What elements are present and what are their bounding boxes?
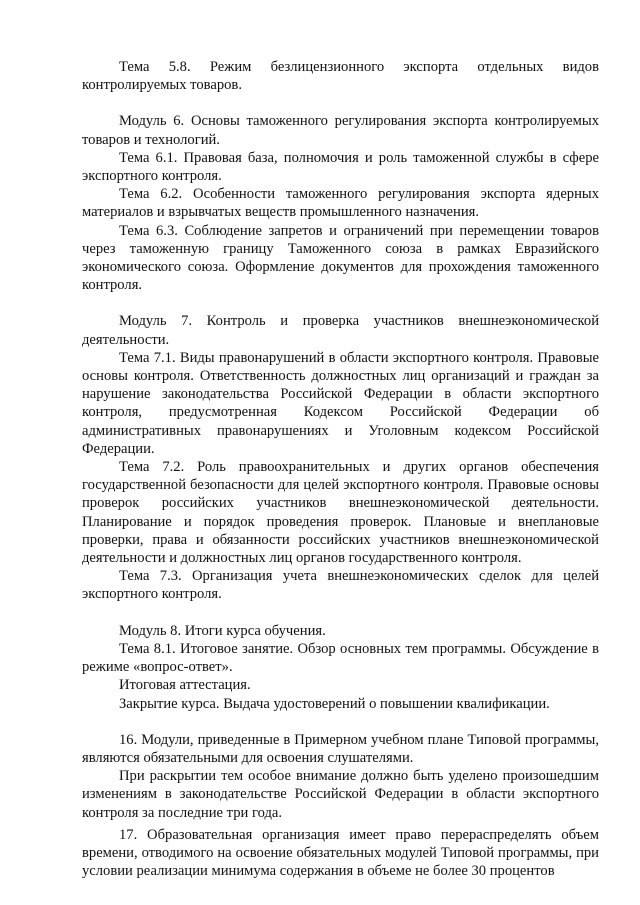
paragraph-item-17: 17. Образовательная организация имеет право перераспределять объем времени, отводимого на освоение обязательных модулей Типовой программы, при условии реализации минимума содержания в объеме не более 30 процентов <box>82 826 599 880</box>
paragraph-topic-6-1: Тема 6.1. Правовая база, полномочия и роль таможенной службы в сфере экспортного контроля. <box>82 149 599 185</box>
spacer <box>82 713 599 731</box>
paragraph-topic-6-3: Тема 6.3. Соблюдение запретов и ограничений при перемещении товаров через таможенную границу Таможенного союза в рамках Евразийского экономического союза. Оформление документов для прохождения таможенного контроля. <box>82 222 599 294</box>
paragraph-topic-6-2: Тема 6.2. Особенности таможенного регулирования экспорта ядерных материалов и взрывчатых веществ промышленного назначения. <box>82 186 599 221</box>
spacer <box>82 94 599 112</box>
spacer <box>82 294 599 312</box>
paragraph-module-7: Модуль 7. Контроль и проверка участников внешнеэкономической деятельности. <box>82 313 599 348</box>
paragraph-item-16: 16. Модули, приведенные в Примерном учебном плане Типовой программы, являются обязательными для освоения слушателями. <box>82 731 599 766</box>
document-page <box>82 58 599 880</box>
paragraph-topic-7-3: Тема 7.3. Организация учета внешнеэкономических сделок для целей экспортного контроля. <box>82 568 599 603</box>
paragraph-final-attestation: Итоговая аттестация. <box>119 677 251 694</box>
paragraph-topic-7-2: Тема 7.2. Роль правоохранительных и других органов обеспечения государственной безопасности для целей экспортного контроля. Правовые основы проверок российских участников внешнеэкономической деятельности. Планирование и порядок проведения проверок. Плановые и внеплановые проверки, права и обязанности российских участников внешнеэкономической деятельности и должностных лиц органов государственного контроля. <box>82 459 599 567</box>
paragraph-module-6: Модуль 6. Основы таможенного регулирования экспорта контролируемых товаров и технологий. <box>82 113 599 148</box>
paragraph-topic-8-1: Тема 8.1. Итоговое занятие. Обзор основных тем программы. Обсуждение в режиме «вопрос-ответ». <box>82 640 599 676</box>
paragraph-item-16-note: При раскрытии тем особое внимание должно быть уделено произошедшим изменениям в законодательстве Российской Федерации в области экспортного контроля за последние три года. <box>82 768 599 821</box>
paragraph-module-8: Модуль 8. Итоги курса обучения. <box>119 622 326 639</box>
spacer <box>82 604 599 622</box>
paragraph-course-closing: Закрытие курса. Выдача удостоверений о повышении квалификации. <box>119 695 550 712</box>
paragraph-topic-7-1: Тема 7.1. Виды правонарушений в области экспортного контроля. Правовые основы контроля. Ответственность должностных лиц организаций и граждан за нарушение законодательства Российской Федерации в области экспортного контроля, предусмотренная Кодексом Российской Федерации об административных правонарушениях и Уголовным кодексом Российской Федерации. <box>82 349 599 457</box>
paragraph-topic-5-8: Тема 5.8. Режим безлицензионного экспорта отдельных видов контролируемых товаров. <box>82 59 599 94</box>
